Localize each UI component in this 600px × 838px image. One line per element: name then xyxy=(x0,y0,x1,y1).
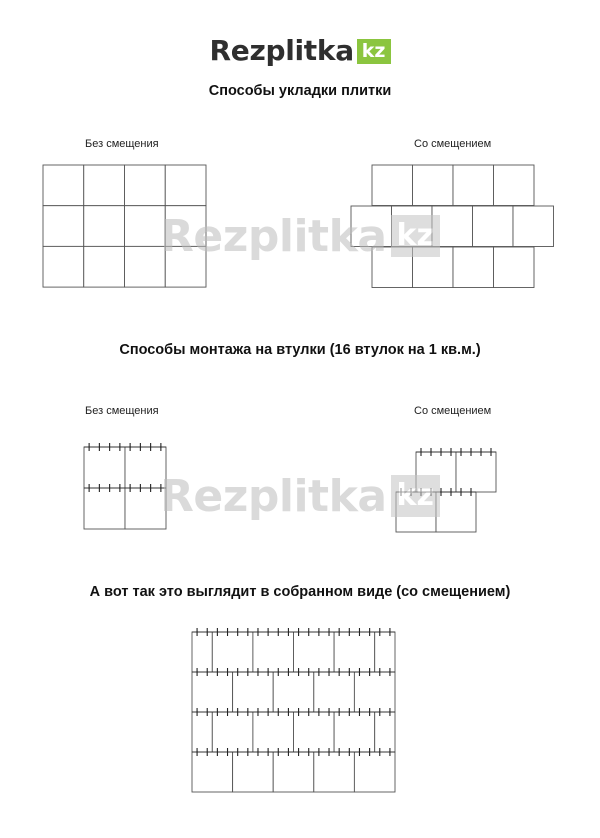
tile xyxy=(125,165,166,206)
tile xyxy=(453,165,494,206)
laying-title: Способы укладки плитки xyxy=(208,83,392,99)
tile xyxy=(372,165,413,206)
tile xyxy=(294,712,335,752)
tile xyxy=(212,712,253,752)
tile xyxy=(494,165,535,206)
tile xyxy=(334,632,375,672)
watermark-1 xyxy=(0,212,600,260)
assembled-wall xyxy=(192,628,395,792)
tile xyxy=(192,752,233,792)
assembled-title: А вот так это выглядит в собранном виде (со смещением) xyxy=(89,584,511,600)
tile xyxy=(212,632,253,672)
tile xyxy=(413,165,454,206)
tile-partial xyxy=(354,672,395,712)
tile-partial xyxy=(192,712,212,752)
tile xyxy=(253,632,294,672)
laying-left-label: Без смещения xyxy=(85,138,159,150)
tile xyxy=(84,165,125,206)
brand-badge: kz xyxy=(357,39,391,64)
tile xyxy=(314,672,355,712)
tile xyxy=(253,712,294,752)
mounting-right-label: Со смещением xyxy=(414,405,492,417)
tile xyxy=(233,672,274,712)
tile xyxy=(314,752,355,792)
watermark-badge: kz xyxy=(391,215,440,257)
watermark-badge: kz xyxy=(391,475,440,517)
tile xyxy=(273,672,314,712)
watermark-text: Rezplitka xyxy=(160,470,387,522)
watermark-text: Rezplitka xyxy=(160,210,387,262)
tile xyxy=(165,165,206,206)
tile-partial xyxy=(354,752,395,792)
brand-name: Rezplitka xyxy=(209,33,354,67)
tile xyxy=(294,632,335,672)
tile xyxy=(334,712,375,752)
tile xyxy=(43,165,84,206)
tile-partial xyxy=(375,632,395,672)
watermark-2 xyxy=(0,472,600,520)
laying-right-label: Со смещением xyxy=(414,138,492,150)
tile xyxy=(233,752,274,792)
tile-partial xyxy=(375,712,395,752)
tile-partial xyxy=(192,632,212,672)
tile xyxy=(192,672,233,712)
mounting-title: Способы монтажа на втулки (16 втулок на 1 кв.м.) xyxy=(119,342,481,358)
tile xyxy=(273,752,314,792)
mounting-left-label: Без смещения xyxy=(85,405,159,417)
